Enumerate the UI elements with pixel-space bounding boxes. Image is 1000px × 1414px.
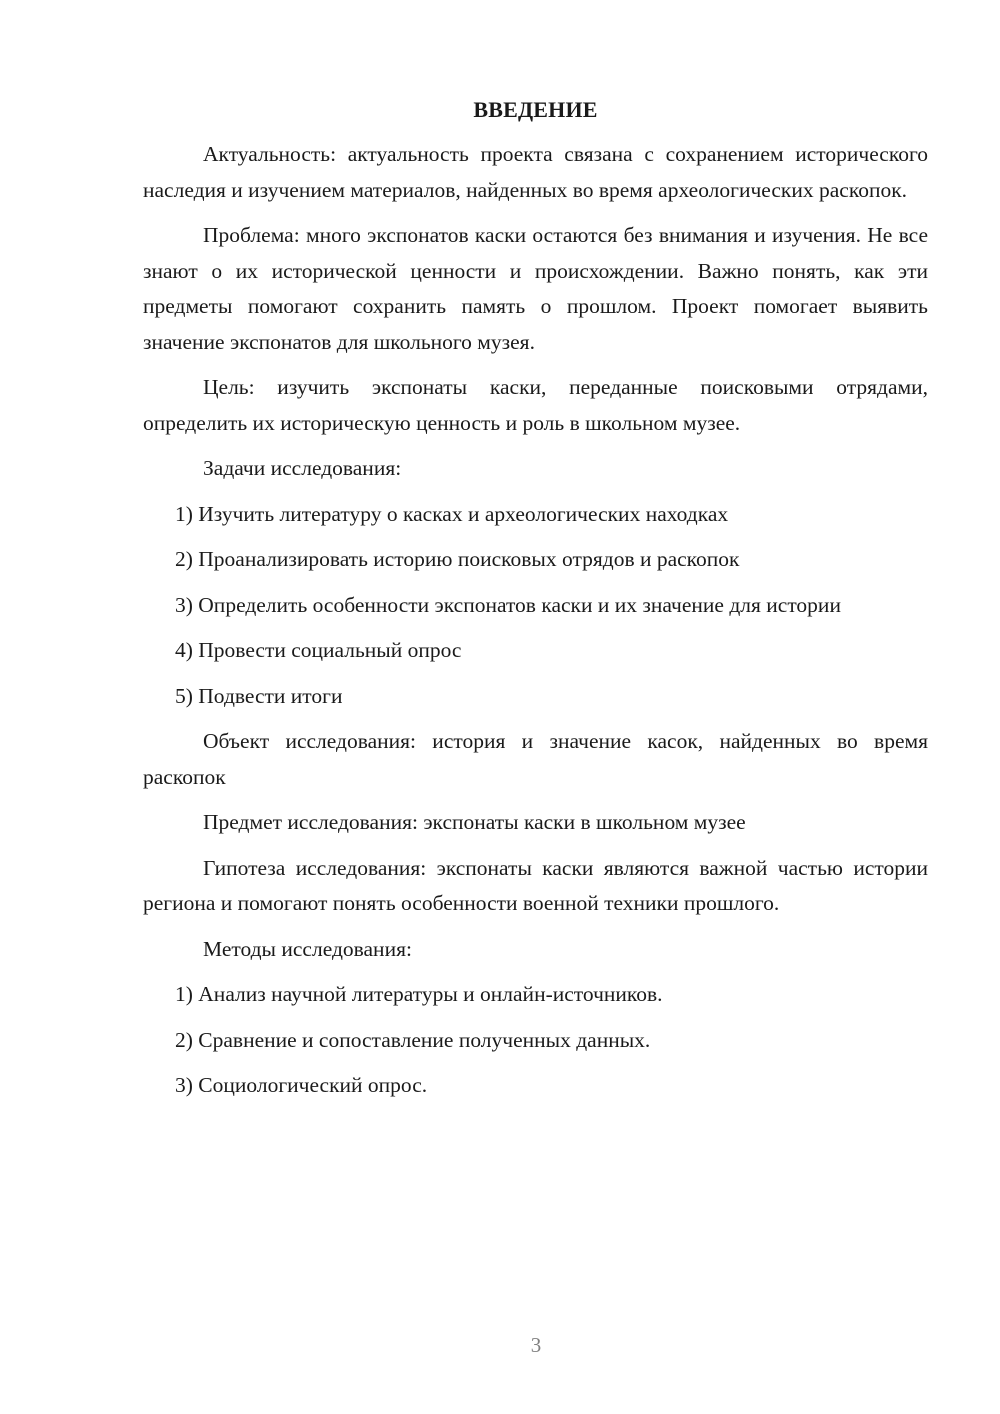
methods-heading: Методы исследования: bbox=[203, 936, 412, 961]
method-item-3: 3) Социологический опрос. bbox=[175, 1073, 428, 1097]
tasks-heading: Задачи исследования: bbox=[203, 456, 402, 480]
task-item-3: 3) Определить особенности экспонатов каски и их значение для истории bbox=[175, 592, 841, 617]
subject-paragraph: Предмет исследования: экспонаты каски в школьном музее bbox=[203, 810, 746, 834]
method-item-1: 1) Анализ научной литературы и онлайн-источников. bbox=[175, 982, 663, 1006]
object-paragraph: Объект исследования: история и значение касок, найденных во время раскопок bbox=[143, 729, 928, 789]
hypothesis-paragraph: Гипотеза исследования: экспонаты каски являются важной частью истории региона и помогают понять особенности военной техники прошлого. bbox=[143, 855, 928, 915]
task-item-1: 1) Изучить литературу о касках и археологических находках bbox=[175, 501, 729, 526]
task-item-2: 2) Проанализировать историю поисковых отрядов и раскопок bbox=[175, 547, 740, 571]
page-number: 3 bbox=[530, 1333, 542, 1357]
goal-paragraph: Цель: изучить экспонаты каски, переданные поисковыми отрядами, определить их историческую ценность и роль в школьном музее. bbox=[143, 375, 928, 435]
section-title: ВВЕДЕНИЕ bbox=[473, 97, 598, 122]
relevance-paragraph: Актуальность: актуальность проекта связана с сохранением исторического наследия и изучением материалов, найденных во время археологических раскопок. bbox=[143, 142, 928, 202]
document-page bbox=[143, 92, 928, 1114]
task-item-5: 5) Подвести итоги bbox=[175, 683, 343, 708]
task-item-4: 4) Провести социальный опрос bbox=[175, 638, 462, 662]
method-item-2: 2) Сравнение и сопоставление полученных данных. bbox=[175, 1027, 651, 1052]
problem-paragraph: Проблема: много экспонатов каски остаются без внимания и изучения. Не все знают о их исторической ценности и происхождении. Важно понять, как эти предметы помогают сохранить память о прошлом. Проект помогает выявить значение экспонатов для школьного музея. bbox=[143, 223, 928, 354]
